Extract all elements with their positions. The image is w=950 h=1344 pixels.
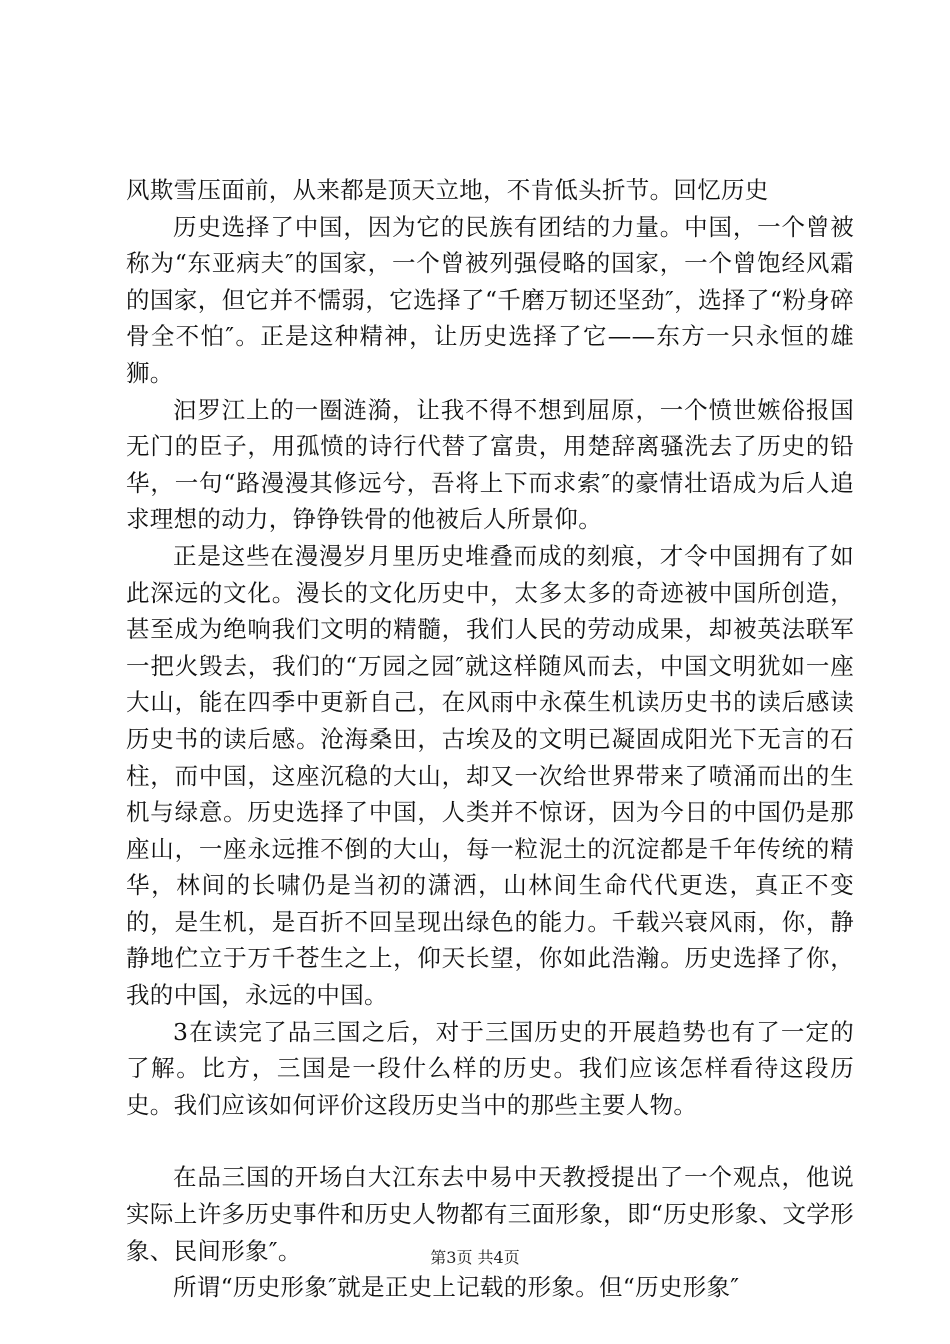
page-footer: 第3页 共4页 xyxy=(430,1248,520,1267)
paragraph-historical-image: 所谓“历史形象″就是正史上记载的形象。但“历史形象″ xyxy=(173,1273,740,1302)
paragraph-chinese-civilization: 正是这些在漫漫岁月里历史堆叠而成的刻痕，才令中国拥有了如此深远的文化。漫长的文化历史中，太多太多的奇迹被中国所创造，甚至成为绝响我们文明的精髓，我们人民的劳动成果，却被英法联军一把火毁去，我们的“万园之园″就这样随风而去，中国文明犹如一座大山，能在四季中更新自己，在风雨中永葆生机读历史书的读后感读历史书的读后感。沧海桑田，古埃及的文明已凝固成阳光下无言的石柱，而中国，这座沉稳的大山，却又一次给世界带来了喷涌而出的生机与绿意。历史选择了中国，人类并不惊讶，因为今日的中国仍是那座山，一座永远推不倒的大山，每一粒泥土的沉淀都是千年传统的精华，林间的长啸仍是当初的潇洒，山林间生命代代更迭，真正不变的，是生机，是百折不回呈现出绿色的能力。千载兴衰风雨，你，静静地伫立于万千苍生之上，仰天长望，你如此浩瀚。历史选择了你，我的中国，永远的中国。 xyxy=(126,541,854,1010)
paragraph-continuation: 风欺雪压面前，从来都是顶天立地，不肯低头折节。回忆历史 xyxy=(126,176,769,204)
paragraph-qu-yuan: 汩罗江上的一圈涟漪，让我不得不想到屈原，一个愤世嫉俗报国无门的臣子，用孤愤的诗行代替了富贵，用楚辞离骚洗去了历史的铅华，一句“路漫漫其修远兮，吾将上下而求索″的豪情壮语成为后人追求理想的动力，铮铮铁骨的他被后人所景仰。 xyxy=(126,395,854,534)
paragraph-three-kingdoms-intro: 3在读完了品三国之后，对于三国历史的开展趋势也有了一定的了解。比方，三国是一段什么样的历史。我们应该怎样看待这段历史。我们应该如何评价这段历史当中的那些主要人物。 xyxy=(126,1017,854,1119)
paragraph-three-images: 在品三国的开场白大江东去中易中天教授提出了一个观点，他说实际上许多历史事件和历史人物都有三面形象，即“历史形象、文学形象、民间形象″。 xyxy=(126,1163,854,1265)
document-body xyxy=(126,172,854,1306)
paragraph-history-chose-china: 历史选择了中国，因为它的民族有团结的力量。中国，一个曾被称为“东亚病夫″的国家，一个曾被列强侵略的国家，一个曾饱经风霜的国家，但它并不懦弱，它选择了“千磨万韧还坚劲″，选择了“粉身碎骨全不怕″。正是这种精神，让历史选择了它——东方一只永恒的雄狮。 xyxy=(126,212,854,387)
